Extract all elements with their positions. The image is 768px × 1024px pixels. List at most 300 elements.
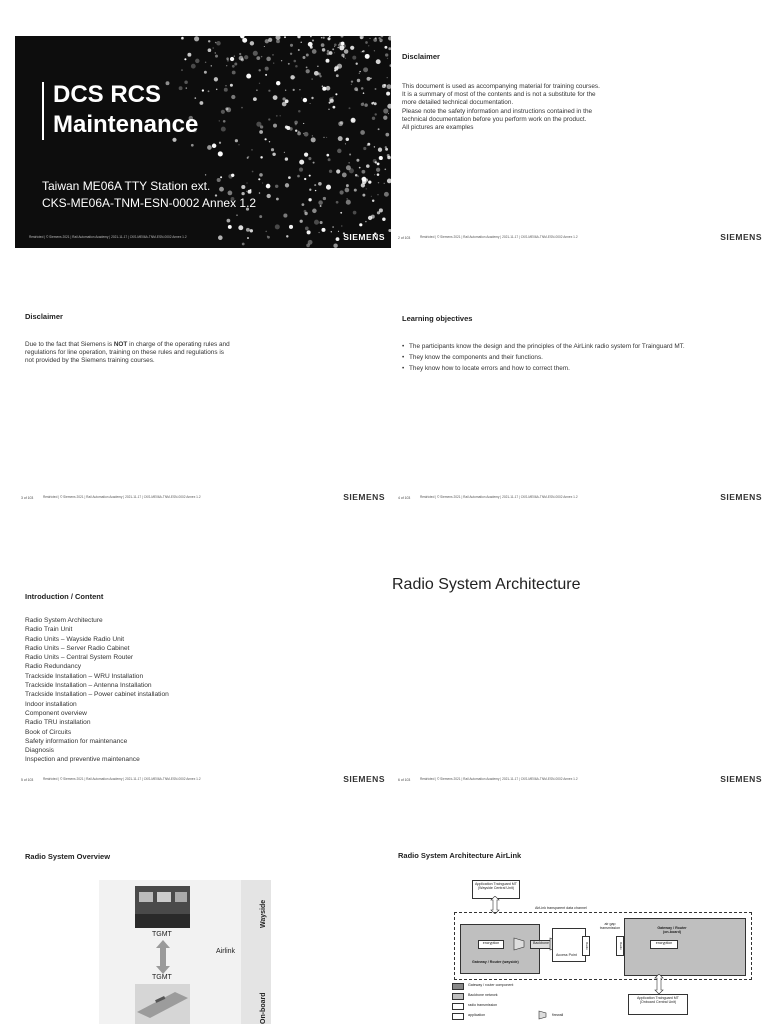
particle-dot	[381, 36, 384, 37]
particle-dot	[184, 58, 186, 60]
legend-backbone: Backbone network	[468, 993, 498, 997]
particle-dot	[266, 184, 271, 189]
particle-dot	[349, 154, 351, 156]
footer-text: Restricted | © Siemens 2021 | Rail Automation Academy | 2021-11-17 | CKS-ME06A-TNM-ESN-0002 Annex 1.2	[420, 235, 578, 239]
particle-dot	[308, 157, 311, 160]
access-point-label: Access Point	[556, 953, 577, 957]
text-line: regulations for line operation, training on these rules and regulations is	[25, 349, 224, 357]
particle-dot	[383, 116, 387, 120]
particle-dot	[205, 62, 206, 63]
gateway-onboard-label: Gateway / Router (on-board)	[657, 926, 687, 934]
particle-dot	[208, 48, 212, 52]
particle-dot	[362, 170, 366, 174]
particle-dot	[363, 147, 366, 150]
radio-onboard-box: Radio	[616, 936, 624, 956]
list-item: • They know the components and their functions.	[402, 352, 685, 363]
particle-background	[15, 36, 391, 248]
particle-dot	[187, 53, 191, 57]
legend-swatch-backbone	[452, 993, 464, 1000]
particle-dot	[334, 52, 335, 53]
particle-dot	[191, 64, 196, 69]
particle-dot	[335, 66, 339, 70]
particle-dot	[384, 192, 389, 197]
particle-dot	[318, 200, 323, 205]
particle-dot	[318, 182, 322, 186]
particle-dot	[341, 36, 344, 38]
disclaimer-text	[402, 83, 600, 132]
particle-dot	[382, 218, 385, 221]
particle-dot	[286, 126, 290, 130]
list-item[interactable]: Component overview	[25, 709, 87, 717]
particle-dot	[294, 121, 298, 125]
list-item[interactable]: Diagnosis	[25, 747, 54, 755]
legend-firewall: firewall	[552, 1013, 564, 1017]
particle-dot	[311, 97, 313, 99]
slide-learning-objectives[interactable]	[392, 296, 768, 508]
list-item[interactable]: Trackside Installation – WRU Installation	[25, 672, 144, 680]
airlink-label: Airlink	[216, 948, 236, 955]
particle-dot	[318, 73, 321, 76]
particle-dot	[329, 170, 332, 173]
particle-dot	[345, 188, 350, 193]
particle-dot	[343, 56, 345, 58]
encryption-onboard-box: encryption	[650, 940, 678, 949]
particle-dot	[388, 229, 391, 232]
particle-dot	[336, 169, 340, 173]
particle-dot	[200, 101, 204, 105]
vertical-arrow-icon	[654, 974, 664, 994]
particle-dot	[260, 156, 262, 158]
particle-dot	[276, 39, 280, 43]
particle-dot	[272, 153, 275, 156]
particle-dot	[320, 205, 322, 207]
particle-dot	[311, 137, 316, 142]
particle-dot	[368, 45, 369, 46]
particle-dot	[280, 115, 281, 116]
particle-dot	[314, 184, 316, 186]
text-fragment: Due to the fact that Siemens is	[25, 341, 114, 348]
particle-dot	[304, 210, 307, 213]
slide-title: Radio System Architecture AirLink	[398, 851, 522, 860]
list-item[interactable]: Radio Units – Wayside Radio Unit	[25, 635, 125, 643]
tgmt-onboard-label: TGMT	[152, 974, 172, 981]
text-line	[25, 341, 230, 349]
slide-title: Disclaimer	[402, 52, 440, 61]
particle-dot	[295, 129, 297, 131]
particle-dot	[302, 203, 305, 206]
particle-dot	[207, 145, 212, 150]
particle-dot	[388, 47, 391, 50]
particle-dot	[282, 97, 285, 100]
particle-dot	[379, 156, 383, 160]
particle-dot	[341, 42, 345, 46]
particle-dot	[181, 37, 184, 40]
particle-dot	[259, 130, 263, 134]
backbone-box: Backbone	[530, 940, 552, 949]
list-item[interactable]: Indoor installation	[25, 700, 77, 708]
particle-dot	[387, 84, 391, 89]
text-line: This document is used as accompanying material for training courses.	[402, 83, 600, 90]
particle-dot	[345, 58, 346, 59]
particle-dot	[285, 90, 286, 91]
particle-dot	[259, 192, 261, 194]
particle-dot	[242, 243, 245, 246]
particle-dot	[320, 221, 323, 224]
siemens-logo: SIEMENS	[720, 492, 762, 502]
particle-dot	[344, 49, 349, 54]
particle-dot	[303, 56, 306, 59]
particle-dot	[290, 53, 292, 55]
particle-dot	[385, 148, 388, 151]
particle-dot	[332, 106, 335, 109]
firewall-icon	[538, 1010, 548, 1020]
particle-dot	[288, 176, 291, 179]
slide-radio-overview[interactable]	[15, 836, 391, 1024]
particle-dot	[359, 71, 360, 72]
particle-dot	[387, 178, 391, 183]
slide-title: Introduction / Content	[25, 592, 104, 601]
particle-dot	[357, 79, 360, 82]
text-line: technical documentation before you perform work on the product.	[402, 115, 587, 123]
particle-dot	[306, 54, 309, 57]
legend-radio: radio transmission	[468, 1003, 498, 1007]
siemens-logo: SIEMENS	[343, 492, 385, 502]
siemens-logo: SIEMENS	[343, 774, 385, 784]
subtitle-line1: Taiwan ME06A TTY Station ext.	[42, 179, 211, 193]
particle-dot	[304, 152, 308, 156]
particle-dot	[341, 225, 342, 226]
particle-dot	[365, 221, 366, 222]
particle-dot	[322, 85, 323, 86]
list-item[interactable]: Trackside Installation – Antenna Installation	[25, 682, 152, 690]
particle-dot	[326, 185, 331, 190]
list-item[interactable]: Radio Units – Server Radio Cabinet	[25, 644, 130, 652]
particle-dot	[230, 57, 234, 61]
particle-dot	[216, 41, 221, 46]
slide-footer	[21, 488, 385, 502]
particle-dot	[372, 117, 375, 120]
particle-dot	[256, 56, 260, 60]
particle-dot	[215, 55, 218, 58]
particle-dot	[268, 90, 270, 92]
particle-dot	[299, 168, 303, 172]
particle-dot	[384, 183, 385, 184]
particle-dot	[334, 46, 335, 47]
particle-dot	[384, 168, 386, 170]
footer-text: Restricted | © Siemens 2021 | Rail Automation Academy | 2021-11-17 | CKS-ME06A-TNM-ESN-0002 Annex 1.2	[420, 495, 578, 499]
particle-dot	[212, 144, 217, 149]
particle-dot	[290, 44, 293, 47]
particle-dot	[361, 103, 364, 106]
particle-dot	[276, 81, 280, 85]
particle-dot	[300, 220, 303, 223]
list-item[interactable]: Radio Train Unit	[25, 626, 73, 634]
particle-dot	[231, 174, 234, 177]
particle-dot	[239, 56, 244, 61]
particle-dot	[273, 95, 278, 100]
control-room-photo	[135, 886, 190, 928]
particle-dot	[319, 75, 321, 77]
particle-dot	[321, 43, 325, 47]
particle-dot	[298, 131, 300, 133]
particle-dot	[272, 54, 273, 55]
page-number: 5 of 103	[21, 778, 34, 782]
particle-dot	[353, 211, 357, 215]
footer-text: Restricted | © Siemens 2021 | Rail Automation Academy | 2021-11-17 | CKS-ME06A-TNM-ESN-0002 Annex 1.2	[43, 495, 201, 499]
particle-dot	[295, 65, 298, 68]
particle-dot	[335, 93, 337, 95]
particle-dot	[304, 132, 309, 137]
particle-dot	[351, 118, 356, 123]
page-number: 3 of 103	[21, 496, 34, 500]
text-line: Please note the safety information and instructions contained in the	[402, 107, 593, 115]
particle-dot	[376, 59, 381, 64]
particle-dot	[346, 138, 349, 141]
particle-dot	[377, 162, 380, 165]
page-number: 6 of 103	[398, 778, 411, 782]
particle-dot	[259, 215, 262, 218]
wayside-label: Wayside	[260, 899, 267, 928]
particle-dot	[265, 67, 269, 71]
disclaimer-text	[25, 341, 230, 366]
particle-dot	[362, 194, 365, 197]
particle-dot	[363, 92, 365, 94]
particle-dot	[290, 75, 294, 79]
particle-dot	[361, 51, 363, 53]
particle-dot	[371, 215, 375, 219]
particle-dot	[298, 49, 300, 51]
list-item[interactable]: Book of Circuits	[25, 728, 72, 736]
slide-title: Learning objectives	[402, 314, 473, 323]
slide-disclaimer-1[interactable]	[392, 36, 768, 248]
particle-dot	[354, 87, 358, 91]
particle-dot	[338, 47, 339, 48]
particle-dot	[349, 162, 350, 163]
particle-dot	[329, 97, 333, 101]
title-bar	[42, 82, 44, 140]
particle-dot	[283, 214, 287, 218]
particle-dot	[191, 144, 194, 147]
particle-dot	[359, 223, 362, 226]
particle-dot	[355, 174, 358, 177]
particle-dot	[317, 66, 318, 67]
particle-dot	[378, 148, 382, 152]
siemens-logo: SIEMENS	[720, 232, 762, 242]
app-onboard-box: Application Trainguard MT (Onboard Central Unit)	[628, 994, 688, 1015]
particle-dot	[304, 178, 306, 180]
particle-dot	[246, 74, 251, 79]
list-item[interactable]: Radio Redundancy	[25, 663, 82, 671]
particle-dot	[368, 180, 371, 183]
particle-dot	[298, 110, 301, 113]
particle-dot	[385, 133, 389, 137]
particle-dot	[326, 86, 331, 91]
particle-dot	[383, 108, 388, 113]
section-title: Radio System Architecture	[392, 576, 581, 593]
particle-dot	[366, 164, 370, 168]
particle-dot	[387, 58, 388, 59]
particle-dot	[326, 154, 329, 157]
slide-disclaimer-2[interactable]	[15, 296, 391, 508]
particle-dot	[367, 77, 371, 81]
particle-dot	[370, 38, 371, 39]
particle-dot	[356, 159, 359, 162]
particle-dot	[346, 198, 347, 199]
particle-dot	[384, 46, 387, 49]
particle-dot	[323, 137, 324, 138]
slide-contents[interactable]	[15, 576, 391, 788]
particle-dot	[327, 37, 330, 40]
particle-dot	[387, 104, 391, 109]
siemens-logo: SIEMENS	[720, 774, 762, 784]
particle-dot	[251, 149, 252, 150]
legend-swatch-radio	[452, 1003, 464, 1010]
particle-dot	[327, 52, 330, 55]
particle-dot	[346, 184, 349, 187]
gateway-wayside-label: Gateway / Router (wayside)	[472, 960, 519, 964]
particle-dot	[232, 71, 236, 75]
particle-dot	[239, 53, 241, 55]
particle-dot	[371, 196, 372, 197]
particle-dot	[241, 107, 243, 109]
footer-text: Restricted | © Siemens 2021 | Rail Automation Academy | 2021-11-17 | CKS-ME06A-TNM-ESN-0002 Annex 1.2	[420, 777, 578, 781]
slide-title[interactable]	[15, 36, 391, 248]
siemens-logo: SIEMENS	[343, 232, 385, 242]
particle-dot	[303, 123, 304, 124]
particle-dot	[234, 55, 235, 56]
particle-dot	[364, 103, 368, 107]
list-item[interactable]: Radio Units – Central System Router	[25, 654, 134, 662]
particle-dot	[253, 97, 257, 101]
particle-dot	[226, 65, 227, 66]
app-wayside-box: Application Trainguard MT (Wayside Central Unit)	[472, 880, 520, 899]
particle-dot	[312, 39, 314, 41]
particle-dot	[372, 199, 374, 201]
list-item[interactable]: Radio TRU installation	[25, 719, 91, 727]
particle-dot	[301, 42, 302, 43]
particle-dot	[256, 122, 261, 127]
particle-dot	[273, 63, 274, 64]
particle-dot	[247, 157, 249, 159]
particle-dot	[334, 44, 337, 47]
bidirectional-arrow-icon	[155, 940, 171, 974]
particle-dot	[285, 183, 289, 187]
particle-dot	[310, 103, 311, 104]
slide-footer	[21, 228, 385, 242]
particle-dot	[264, 46, 265, 47]
radio-wayside-box: Radio	[582, 936, 590, 956]
list-item: • They know how to locate errors and how to correct them.	[402, 363, 685, 374]
list-item[interactable]: Trackside Installation – Power cabinet installation	[25, 691, 169, 699]
particle-dot	[370, 78, 371, 79]
particle-dot	[329, 36, 331, 37]
particle-dot	[265, 74, 267, 76]
particle-dot	[204, 71, 207, 74]
particle-dot	[361, 87, 364, 90]
particle-dot	[309, 175, 311, 177]
particle-dot	[322, 48, 325, 51]
particle-dot	[365, 41, 368, 44]
particle-dot	[352, 56, 356, 60]
particle-dot	[303, 98, 307, 102]
particle-dot	[181, 69, 182, 70]
tgmt-wayside-label: TGMT	[152, 931, 172, 938]
particle-dot	[322, 87, 326, 91]
slide-footer	[398, 228, 762, 242]
particle-dot	[388, 36, 391, 40]
list-item[interactable]: Inspection and preventive maintenance	[25, 756, 140, 764]
particle-dot	[216, 89, 217, 90]
particle-dot	[253, 51, 258, 56]
text-line: not provided by the Siemens training courses.	[25, 357, 155, 365]
list-item[interactable]: Radio System Architecture	[25, 617, 103, 624]
particle-dot	[221, 110, 225, 114]
particle-dot	[234, 63, 237, 66]
particle-dot	[360, 36, 364, 39]
particle-dot	[297, 36, 300, 38]
firewall-icon	[512, 936, 528, 952]
particle-dot	[212, 47, 214, 49]
particle-dot	[268, 38, 272, 42]
slide-title: Disclaimer	[25, 312, 63, 321]
particle-dot	[327, 50, 329, 52]
slide-title: Radio System Overview	[25, 852, 111, 861]
particle-dot	[265, 138, 267, 140]
particle-dot	[306, 69, 310, 73]
particle-dot	[313, 162, 315, 164]
list-item[interactable]: Safety information for maintenance	[25, 737, 128, 745]
deck-title-line1: DCS RCS	[53, 81, 162, 108]
particle-dot	[306, 67, 308, 69]
particle-dot	[312, 79, 313, 80]
particle-dot	[356, 63, 358, 65]
particle-dot	[340, 212, 342, 214]
particle-dot	[374, 146, 375, 147]
slide-airlink-architecture[interactable]	[392, 836, 768, 1024]
particle-dot	[293, 60, 296, 63]
particle-dot	[314, 71, 319, 76]
particle-dot	[346, 200, 351, 205]
particle-dot	[227, 219, 231, 223]
particle-dot	[315, 190, 316, 191]
particle-dot	[242, 38, 243, 39]
particle-dot	[223, 120, 226, 123]
particle-dot	[221, 127, 226, 132]
particle-dot	[284, 152, 285, 153]
particle-dot	[387, 154, 390, 157]
particle-dot	[376, 168, 380, 172]
particle-dot	[374, 102, 377, 105]
particle-dot	[309, 189, 311, 191]
particle-dot	[375, 37, 377, 39]
particle-dot	[256, 89, 258, 91]
particle-dot	[267, 194, 271, 198]
particle-dot	[351, 80, 353, 82]
subtitle-line2: CKS-ME06A-TNM-ESN-0002 Annex 1.2	[42, 196, 257, 210]
particle-dot	[351, 84, 352, 85]
encryption-wayside-box: encryption	[478, 940, 504, 949]
particle-dot	[299, 89, 300, 90]
particle-dot	[375, 88, 377, 90]
particle-dot	[385, 53, 388, 56]
particle-dot	[285, 157, 288, 160]
text-line: It is a summary of most of the contents and is not a substitute for the	[402, 91, 596, 99]
page-number: 4 of 103	[398, 496, 411, 500]
slide-section-radio-architecture[interactable]	[392, 576, 768, 788]
particle-dot	[328, 158, 331, 161]
particle-dot	[299, 160, 304, 165]
slide-footer	[398, 488, 762, 502]
